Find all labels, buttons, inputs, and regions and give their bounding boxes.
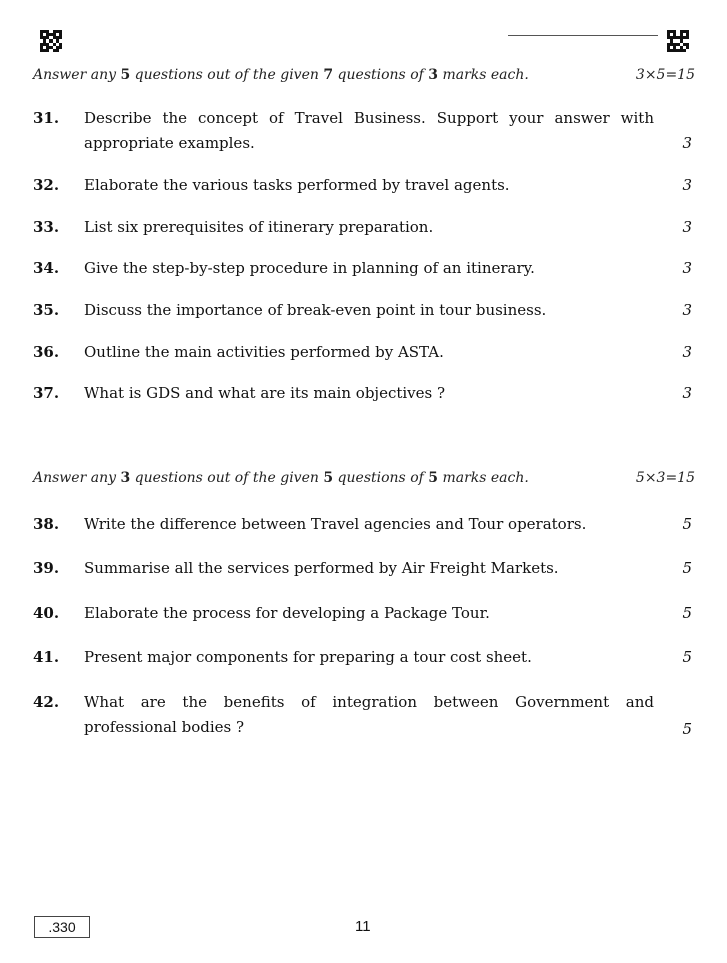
question-number: 36.: [33, 343, 60, 361]
question-number: 37.: [33, 384, 60, 402]
question-marks: 3: [682, 343, 692, 361]
question-text: Discuss the importance of break-even point in tour business.: [84, 301, 547, 319]
question-text: Elaborate the process for developing a Package Tour.: [84, 604, 490, 622]
question-number: 34.: [33, 259, 60, 277]
question-number: 42.: [33, 693, 60, 711]
section-instruction: [33, 67, 695, 83]
question-marks: 5: [682, 720, 692, 738]
question-text: Summarise all the services performed by Air Freight Markets.: [84, 559, 559, 577]
instruction-text: Answer any 3 questions out of the given 5 questions of 5 marks each.: [33, 470, 529, 486]
code-line: [508, 35, 658, 36]
section-total: 5×3=15: [635, 470, 695, 486]
question-number: 35.: [33, 301, 60, 319]
question-text: What are the benefits of integration between Government and professional bodies ?: [84, 693, 654, 736]
question-text: Write the difference between Travel agencies and Tour operators.: [84, 515, 587, 533]
question-text: Elaborate the various tasks performed by travel agents.: [84, 176, 510, 194]
question-text: What is GDS and what are its main objectives ?: [84, 384, 446, 402]
question-marks: 3: [682, 259, 692, 277]
section-total: 3×5=15: [635, 67, 695, 83]
question-text: Present major components for preparing a tour cost sheet.: [84, 648, 532, 666]
question-text: Outline the main activities performed by ASTA.: [84, 343, 444, 361]
question-text: List six prerequisites of itinerary preparation.: [84, 218, 434, 236]
question-number: 33.: [33, 218, 60, 236]
question-number: 38.: [33, 515, 60, 533]
question-number: 39.: [33, 559, 60, 577]
page-number: 11: [355, 918, 371, 935]
question-marks: 3: [682, 301, 692, 319]
question-item: [33, 106, 695, 158]
section-instruction: [33, 470, 695, 486]
paper-code: .330: [34, 916, 90, 938]
question-marks: 3: [682, 176, 692, 194]
question-marks: 5: [682, 559, 692, 577]
qr-code-icon: [667, 30, 689, 52]
question-marks: 3: [682, 384, 692, 402]
instruction-text: Answer any 5 questions out of the given 7 questions of 3 marks each.: [33, 67, 529, 83]
question-number: 41.: [33, 648, 60, 666]
qr-code-icon: [40, 30, 62, 52]
question-number: 32.: [33, 176, 60, 194]
question-item: [33, 690, 695, 742]
question-marks: 5: [682, 604, 692, 622]
question-number: 40.: [33, 604, 60, 622]
question-text: Give the step-by-step procedure in planning of an itinerary.: [84, 259, 535, 277]
question-marks: 5: [682, 515, 692, 533]
question-number: 31.: [33, 109, 60, 127]
question-marks: 3: [682, 218, 692, 236]
question-marks: 5: [682, 648, 692, 666]
question-marks: 3: [682, 134, 692, 152]
question-text: Describe the concept of Travel Business. Support your answer with appropriate examples.: [84, 109, 654, 152]
